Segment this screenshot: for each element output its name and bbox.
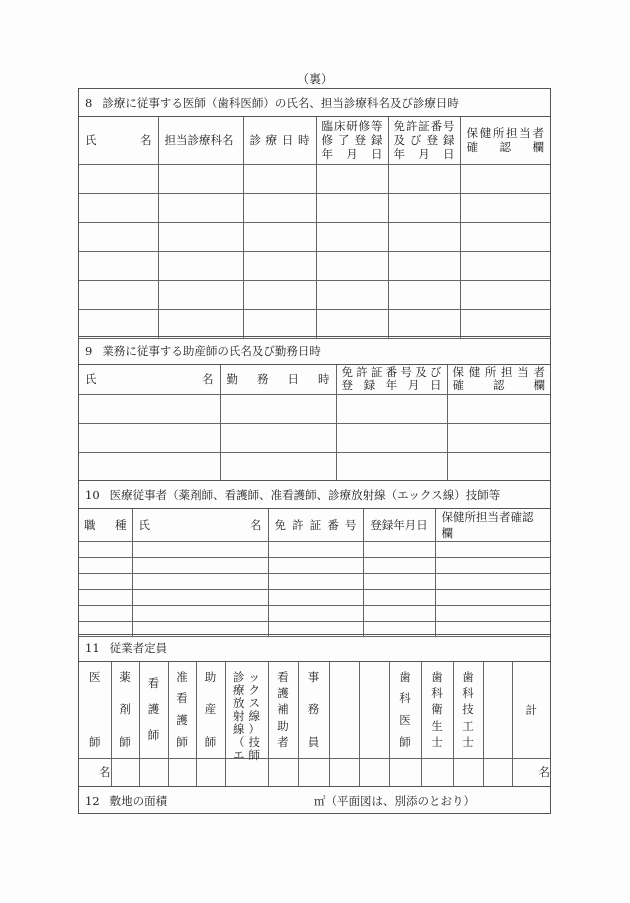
confirm-cell[interactable] [435,606,550,622]
name-cell[interactable] [79,394,220,423]
table-row [79,423,550,452]
header-name: 氏 名 [132,509,268,542]
header-total: 計 [512,662,550,758]
training-cell[interactable] [316,309,388,338]
total-count-cell[interactable] [512,758,550,786]
section-11-heading: 従業者定員 [109,641,168,655]
training-cell[interactable] [316,280,388,309]
table-row [79,558,550,574]
section-11-number: 11 [85,641,100,655]
schedule-cell[interactable] [243,222,316,251]
schedule-cell[interactable] [243,164,316,193]
blank-2-count-cell[interactable] [359,758,389,786]
job-type-cell[interactable] [79,606,132,622]
license-cell[interactable] [268,590,363,606]
schedule-cell[interactable] [243,280,316,309]
section-11-title [79,634,550,662]
confirm-cell[interactable] [460,193,550,222]
header-health-center-confirm: 保健所担当者確認欄 [435,509,550,542]
confirm-cell[interactable] [447,394,550,423]
section-12-site-area [79,786,550,814]
header-nurse: 看 護 師 [139,662,168,758]
training-cell[interactable] [316,164,388,193]
section-8-number: 8 [85,95,93,110]
doctors-header-row [79,117,550,164]
header-department: 担当診療科名 [158,117,243,164]
registration-date-cell[interactable] [363,606,435,622]
section-10-title [79,480,550,509]
name-cell[interactable] [132,606,268,622]
schedule-cell[interactable] [243,309,316,338]
confirm-cell[interactable] [447,423,550,452]
table-row [79,222,550,251]
blank-3-count-cell[interactable] [483,758,512,786]
midwives-table [79,365,550,481]
license-cell[interactable] [268,574,363,590]
header-dental-technician: 歯 科 技 工 士 [453,662,483,758]
table-row [79,606,550,622]
confirm-cell[interactable] [435,558,550,574]
name-cell[interactable] [132,558,268,574]
assistant-nurse-count-cell[interactable] [168,758,196,786]
confirm-cell[interactable] [460,222,550,251]
name-cell[interactable] [132,542,268,558]
form-frame [78,88,551,814]
job-type-cell[interactable] [79,590,132,606]
header-schedule: 勤 務 日 時 [220,365,336,394]
department-cell[interactable] [158,222,243,251]
department-cell[interactable] [158,280,243,309]
header-name: 氏 名 [79,117,158,164]
confirm-cell[interactable] [435,590,550,606]
section-12-number: 12 [85,793,100,808]
dental-technician-count-cell[interactable] [453,758,483,786]
staff-quota-table [79,662,550,787]
count-unit-label: 名 [538,765,550,779]
name-cell[interactable] [79,280,158,309]
license-cell[interactable] [388,280,460,309]
license-cell[interactable] [388,222,460,251]
license-cell[interactable] [388,309,460,338]
schedule-cell[interactable] [220,423,336,452]
header-registration-date: 登録年月日 [363,509,435,542]
pharmacist-count-cell[interactable] [111,758,139,786]
medical-staff-header-row [79,509,550,542]
name-cell[interactable] [79,251,158,280]
license-cell[interactable] [268,542,363,558]
training-cell[interactable] [316,193,388,222]
header-license-registration: 免 許 証 番 号 及 び 登 録 年 月 日 [336,365,447,394]
header-name: 氏 名 [79,365,220,394]
table-row [79,193,550,222]
name-cell[interactable] [79,423,220,452]
section-9-title [79,336,550,365]
page-side-label: （裏） [296,72,333,86]
radiology-tech-count-cell[interactable] [225,758,268,786]
header-health-center-confirm: 保 健 所 担 当 者 確 認 欄 [447,365,550,394]
header-license-number: 免 許 証 番 号 及 び 登 録 年 月 日 [388,117,460,164]
confirm-cell[interactable] [460,251,550,280]
training-cell[interactable] [316,251,388,280]
doctor-count-cell[interactable] [79,758,111,786]
blank-1-count-cell[interactable] [329,758,359,786]
table-row [79,280,550,309]
job-type-cell[interactable] [79,558,132,574]
schedule-cell[interactable] [243,193,316,222]
training-cell[interactable] [316,222,388,251]
registration-date-cell[interactable] [363,590,435,606]
header-doctor: 医 師 [79,662,111,758]
header-dental-hygienist: 歯 科 衛 生 士 [421,662,453,758]
license-cell[interactable] [336,423,447,452]
section-12-heading: 敷地の面積 [109,793,168,808]
name-cell[interactable] [132,590,268,606]
staff-quota-header-row [79,662,550,758]
section-10-heading: 医療従事者（薬剤師、看護師、准看護師、診療放射線（エックス線）技師等 [109,487,501,502]
header-midwife: 助 産 師 [196,662,225,758]
header-clerk: 事 務 員 [298,662,329,758]
table-row [79,574,550,590]
license-cell[interactable] [388,251,460,280]
count-unit-label: 名 [99,765,111,779]
registration-date-cell[interactable] [363,542,435,558]
header-assistant-nurse: 准 看 護 師 [168,662,196,758]
header-license-number: 免 許 証 番 号 [268,509,363,542]
section-9-number: 9 [85,343,93,358]
job-type-cell[interactable] [79,574,132,590]
license-cell[interactable] [388,193,460,222]
department-cell[interactable] [158,193,243,222]
license-cell[interactable] [388,164,460,193]
header-blank-1 [329,662,359,758]
header-blank-2 [359,662,389,758]
job-type-cell[interactable] [79,542,132,558]
dentist-count-cell[interactable] [389,758,421,786]
staff-count-row [79,758,550,786]
section-8-heading: 診療に従事する医師（歯科医師）の氏名、担当診療科名及び診療日時 [102,95,459,110]
schedule-cell[interactable] [220,452,336,480]
clerk-count-cell[interactable] [298,758,329,786]
header-health-center-confirm: 保 健 所 担 当 者 確 認 欄 [460,117,550,164]
department-cell[interactable] [158,164,243,193]
name-cell[interactable] [79,164,158,193]
confirm-cell[interactable] [460,309,550,338]
schedule-cell[interactable] [243,251,316,280]
confirm-cell[interactable] [460,164,550,193]
header-dentist: 歯 科 医 師 [389,662,421,758]
name-cell[interactable] [79,222,158,251]
confirm-cell[interactable] [460,280,550,309]
department-cell[interactable] [158,309,243,338]
medical-staff-table [79,509,550,637]
midwives-header-row [79,365,550,394]
schedule-cell[interactable] [220,394,336,423]
name-cell[interactable] [79,452,220,480]
table-row [79,394,550,423]
table-row [79,542,550,558]
header-blank-3 [483,662,512,758]
section-9-heading: 業務に従事する助産師の氏名及び勤務日時 [102,343,321,358]
license-cell[interactable] [336,452,447,480]
site-area-unit-note: ㎡（平面図は、別添のとおり） [314,793,475,808]
header-job-type: 職 種 [79,509,132,542]
confirm-cell[interactable] [447,452,550,480]
header-training-registration: 臨 床 研 修 等 修 了 登 録 年 月 日 [316,117,388,164]
table-row [79,452,550,480]
section-10-number: 10 [85,487,100,502]
table-row [79,590,550,606]
header-pharmacist: 薬 剤 師 [111,662,139,758]
license-cell[interactable] [336,394,447,423]
table-row [79,309,550,338]
name-cell[interactable] [132,574,268,590]
header-nursing-aide: 看 護 補 助 者 [268,662,298,758]
registration-date-cell[interactable] [363,574,435,590]
nursing-aide-count-cell[interactable] [268,758,298,786]
header-schedule: 診 療 日 時 [243,117,316,164]
table-row [79,164,550,193]
license-cell[interactable] [268,558,363,574]
department-cell[interactable] [158,251,243,280]
confirm-cell[interactable] [435,574,550,590]
section-8-title [79,89,550,117]
table-row [79,251,550,280]
dental-hygienist-count-cell[interactable] [421,758,453,786]
nurse-count-cell[interactable] [139,758,168,786]
midwife-count-cell[interactable] [196,758,225,786]
doctors-table [79,117,550,339]
name-cell[interactable] [79,193,158,222]
registration-date-cell[interactable] [363,558,435,574]
name-cell[interactable] [79,309,158,338]
header-radiology-technician: 診 療 放 射 線 （ エ ッ ク ス 線 ） 技 師 [225,662,268,758]
license-cell[interactable] [268,606,363,622]
confirm-cell[interactable] [435,542,550,558]
